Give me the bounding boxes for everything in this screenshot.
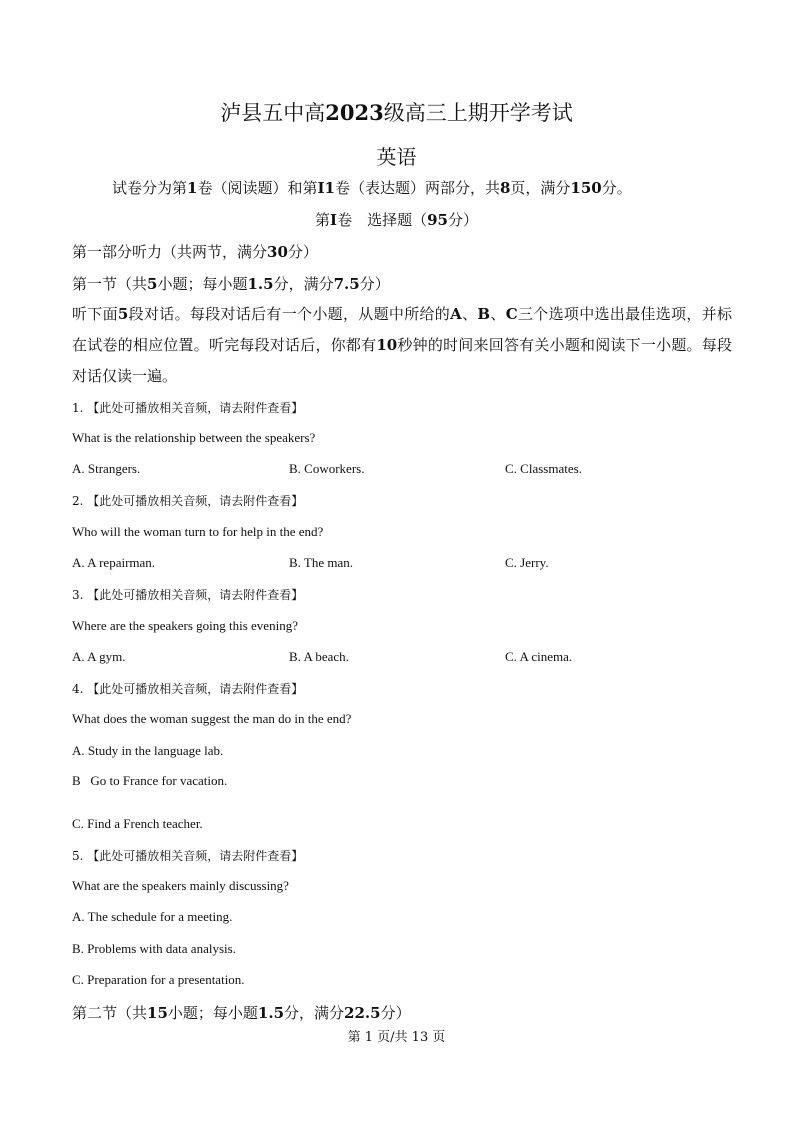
section-text: 小题；每小题	[167, 1004, 258, 1022]
section-text: 分）	[380, 1004, 411, 1022]
listening-bold: 30	[267, 243, 288, 261]
audio-placeholder[interactable]: 3. 【此处可播放相关音频，请去附件查看】	[72, 588, 304, 602]
section-bold: 22.5	[344, 1004, 381, 1022]
section-text: 第二节（共	[72, 1004, 148, 1022]
part-bold: 95	[427, 211, 448, 229]
option-b[interactable]: B. Problems with data analysis.	[72, 941, 236, 956]
instr-bold: B	[477, 305, 491, 323]
instr-bold: C	[505, 305, 518, 323]
instr-bold: 5	[117, 305, 129, 323]
instr-text: 、	[490, 305, 506, 323]
title-year: 2023	[325, 100, 384, 125]
option-a[interactable]: A. Strangers.	[72, 461, 141, 476]
listening-text: 分）	[287, 243, 318, 261]
question-text: Where are the speakers going this evening?	[72, 618, 298, 633]
section-text: 小题；每小题	[157, 275, 248, 293]
section-bold: 15	[147, 1004, 168, 1022]
exam-intro	[112, 177, 632, 198]
option-b[interactable]: B. Coworkers.	[289, 461, 365, 476]
audio-placeholder[interactable]: 2. 【此处可播放相关音频，请去附件查看】	[72, 494, 304, 508]
instr-bold: A	[450, 305, 462, 323]
instr-text: 段对话。每段对话后有一个小题，从题中所给的	[128, 305, 451, 323]
intro-bold: 150	[570, 179, 602, 197]
page-footer: 第 1 页/共 13 页	[347, 1030, 446, 1045]
intro-text: 页，满分	[510, 179, 571, 197]
question-text: What is the relationship between the speakers?	[72, 430, 316, 445]
section-text: 第一节（共	[72, 275, 148, 293]
intro-text: 卷（表达题）两部分，共	[334, 179, 500, 197]
audio-placeholder[interactable]: 1. 【此处可播放相关音频，请去附件查看】	[72, 401, 304, 415]
option-a[interactable]: A. A gym.	[72, 649, 126, 664]
section1-heading	[72, 273, 390, 294]
part-text: 卷 选择题（	[337, 211, 428, 229]
section2-heading	[72, 1002, 411, 1023]
option-a[interactable]: A. Study in the language lab.	[72, 743, 224, 758]
audio-placeholder[interactable]: 5. 【此处可播放相关音频，请去附件查看】	[72, 849, 304, 863]
section-text: 分，满分	[273, 275, 334, 293]
option-b[interactable]: B. The man.	[289, 555, 354, 570]
section-bold: 1.5	[257, 1004, 285, 1022]
option-c[interactable]: C. Classmates.	[505, 461, 582, 476]
instr-text: 、	[461, 305, 478, 323]
instr-text: 三个选项中选出最佳选项，并标在试卷的相应位置。听完每段对话后，你都有	[72, 305, 732, 354]
option-c[interactable]: C. Preparation for a presentation.	[72, 972, 245, 987]
listening-instructions	[72, 299, 732, 392]
intro-bold: 1	[187, 179, 198, 197]
title-text-pre: 泸县五中高	[220, 101, 326, 125]
subject-heading: 英语	[376, 145, 417, 169]
section-text: 分，满分	[284, 1004, 345, 1022]
instr-text: 听下面	[72, 305, 118, 323]
part-heading	[0, 209, 793, 230]
exam-title	[0, 97, 793, 127]
question-text: What does the woman suggest the man do in the end?	[72, 711, 352, 726]
instr-bold: 10	[376, 336, 398, 354]
intro-text: 分。	[601, 179, 632, 197]
option-a[interactable]: A. The schedule for a meeting.	[72, 909, 233, 924]
instr-text: 秒钟的时间来回答有关小题和阅读下一小题。每段对话仅读一遍。	[72, 336, 732, 385]
audio-placeholder[interactable]: 4. 【此处可播放相关音频，请去附件查看】	[72, 682, 304, 696]
question-text: Who will the woman turn to for help in the end?	[72, 524, 324, 539]
option-b[interactable]: B. A beach.	[289, 649, 349, 664]
intro-bold: I1	[317, 179, 335, 197]
section-bold: 1.5	[247, 275, 274, 293]
section-bold: 5	[147, 275, 158, 293]
option-a[interactable]: A. A repairman.	[72, 555, 156, 570]
intro-text: 试卷分为第	[112, 179, 188, 197]
part-text: 分）	[447, 211, 478, 229]
section-text: 分）	[359, 275, 390, 293]
intro-bold: 8	[499, 179, 511, 197]
part-bold: I	[330, 211, 338, 229]
part-text: 第	[315, 211, 331, 229]
listening-heading	[72, 241, 318, 262]
listening-text: 第一部分听力（共两节，满分	[72, 243, 268, 261]
section-bold: 7.5	[333, 275, 360, 293]
intro-text: 卷（阅读题）和第	[197, 179, 318, 197]
question-text: What are the speakers mainly discussing?	[72, 878, 289, 893]
option-c[interactable]: C. Find a French teacher.	[72, 816, 203, 831]
option-c[interactable]: C. A cinema.	[505, 649, 573, 664]
title-text-post: 级高三上期开学考试	[383, 101, 573, 125]
option-b[interactable]: B Go to France for vacation.	[72, 773, 228, 788]
option-c[interactable]: C. Jerry.	[505, 555, 549, 570]
